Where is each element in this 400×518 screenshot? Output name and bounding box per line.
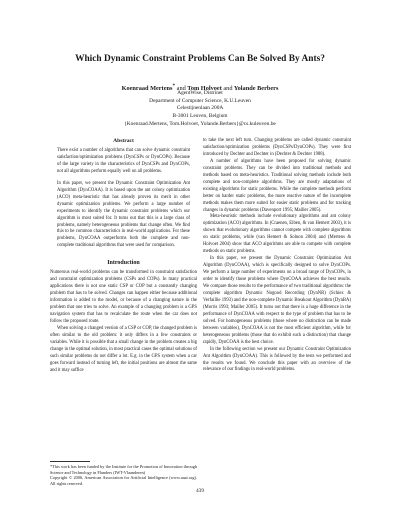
funding-footnote: *This work has been funded by the Institute for the Promotion of Innovation through Science and Technology in Flanders (IWT-Vlaanderen) — [50, 464, 197, 475]
introduction-heading: Introduction — [107, 260, 140, 267]
author-name: Yolande Berbers — [233, 85, 279, 93]
author-conjunction: and — [223, 85, 233, 93]
body-paragraph: In this paper, we present the Dynamic Constraint Optimization Ant Algorithm (DynCOAA), which is specifically designed to solve DynCOPs. We perform a large number of experiments on a broad range of DynCOPs, in order to identify those problems where DynCOAA achieves the best results. We compare those results to the performance of two traditional algorithms: the complete algorithm Dynamic Nogood Recording (DynNR) (Schiex & Verfaillie 1993) and the non-complete Dynamic Breakout Algorithm (DynBA) (Morris 1993; Mailler 2005). It turns out that there is a huge difference in the performance of DynCOAA with respect to the type of problem that has to be solved. For homogeneous problems (those where no distinction can be made between variables), DynCOAA is not the most efficient algorithm, while for heterogeneous problems (those that do exhibit such a distinction) that change rapidly, DynCOAA is the best choice. — [203, 256, 351, 345]
abstract-paragraph: In this paper, we present the Dynamic Constraint Optimization Ant Algorithm (DynCOAA). It is based upon the ant colony optimization (ACO) meta-heuristic that has already proven its merit in other dynamic optimization problems. We perform a large number of experiments to identify the dynamic constraint problems which our algorithm is most suited for. It turns out that this is a large class of problems, namely heterogeneous problems that change often. We find this to be common characteristics in real-world applications. For these problems, DynCOAA outperforms both the complete and non-complete traditional algorithms that were used for comparison. — [57, 180, 190, 249]
footnote-rule — [50, 461, 90, 462]
affiliation-line: AgentWise, Distrinet — [177, 90, 223, 96]
body-paragraph: Numerous real-world problems can be transformed in constraint satisfaction and constraint optimization problems (CSPs and COPs). In many practical applications there is not one static CSP or COP but a constantly changing problem that has to be solved. Changes can happen either because additional information is added to the model, or because of a changing nature in the problem that one tries to solve. An example of a changing problem is a GPS navigation system that has to recalculate the route when the car does not follow the proposed route. — [50, 270, 197, 325]
abstract-paragraph: There exist a number of algorithms that can solve dynamic constraint satisfaction/optimization problems (DynCSPs or DynCOPs). Because of the large variety in the characteristics of DynCSPs and DynCOPs, not all algorithms perform equally well on all problems. — [57, 148, 190, 174]
affiliation-block — [40, 90, 360, 129]
body-paragraph: Meta-heuristic methods include evolutionary algorithms and ant colony optimization (ACO) algorithms. In (Craenen, Eiben, & van Hemert 2003), it is shown that evolutionary algorithms cannot compete with complete algorithms on static problems, while (van Hemert & Solnon 2004) and (Mertens & Holvoet 2004) show that ACO algorithms are able to compete with complete methods on static problems. — [203, 214, 351, 255]
abstract-heading: Abstract — [113, 138, 134, 144]
abstract-body — [50, 148, 197, 250]
author-emails: {Koenraad.Mertens, Tom.Holvoet, Yolande.Berbers}@cs.kuleuven.be — [124, 120, 276, 127]
body-paragraph: In the following section we present our Dynamic Constraint Optimization Ant Algorithm (DynCOAA). This is followed by the tests we performed and the results we found. We conclude this paper with an overview of the relevance of our findings in real-world problems. — [203, 346, 351, 373]
footnote-marker: * — [172, 83, 176, 89]
body-paragraph: A number of algorithms have been proposed for solving dynamic constraint problems. They can be divided into traditional methods and methods based on meta-heuristics. Traditional solving methods include both complete and non-complete algorithms. They are mostly adaptations of existing algorithms for static problems. While the complete methods perform better on harder static problems, the more reactive nature of the incomplete methods makes them more suited for easier static problems and for tracking changes in dynamic problems (Davenport 1995; Mailler 2005). — [203, 158, 351, 213]
author-conjunction: and — [176, 85, 186, 93]
affiliation-line: B-3001 Leuven, Belgium — [172, 113, 228, 120]
copyright-notice: Copyright © 2006, American Association for Artificial Intelligence (www.aaai.org). All rights reserved. — [50, 475, 197, 486]
footnote-block — [50, 461, 197, 486]
author-name: Koenraad Mertens — [121, 85, 173, 93]
left-column — [50, 138, 197, 375]
right-column — [203, 138, 351, 374]
author-name: Tom Holvoet — [187, 85, 222, 93]
paper-title: Which Dynamic Constraint Problems Can Be Solved By Ants? — [75, 54, 325, 64]
body-paragraph: When solving a changed version of a CSP or COP, the changed problem is often similar to the old problem: it only differs in a few constraints or variables. While it is possible that a small change in the problem creates a big change in the optimal solution, in most practical cases the optimal solutions of such similar problems do not differ a lot. E.g. in the GPS system when a car goes forward instead of turning left, the initial positions are almost the same and it may suffice — [50, 325, 197, 373]
page-number: 439 — [195, 488, 205, 494]
body-paragraph: to take the next left turn. Changing problems are called dynamic constraint satisfaction/optimization problems (DynCSPs/DynCOPs). They were first introduced by Dechter and Dechter in (Dechter & Dechter 1988). — [203, 138, 351, 157]
affiliation-line: Department of Computer Science, K.U.Leuven — [149, 97, 251, 104]
affiliation-line: Celestijnenlaan 200A — [176, 105, 224, 112]
